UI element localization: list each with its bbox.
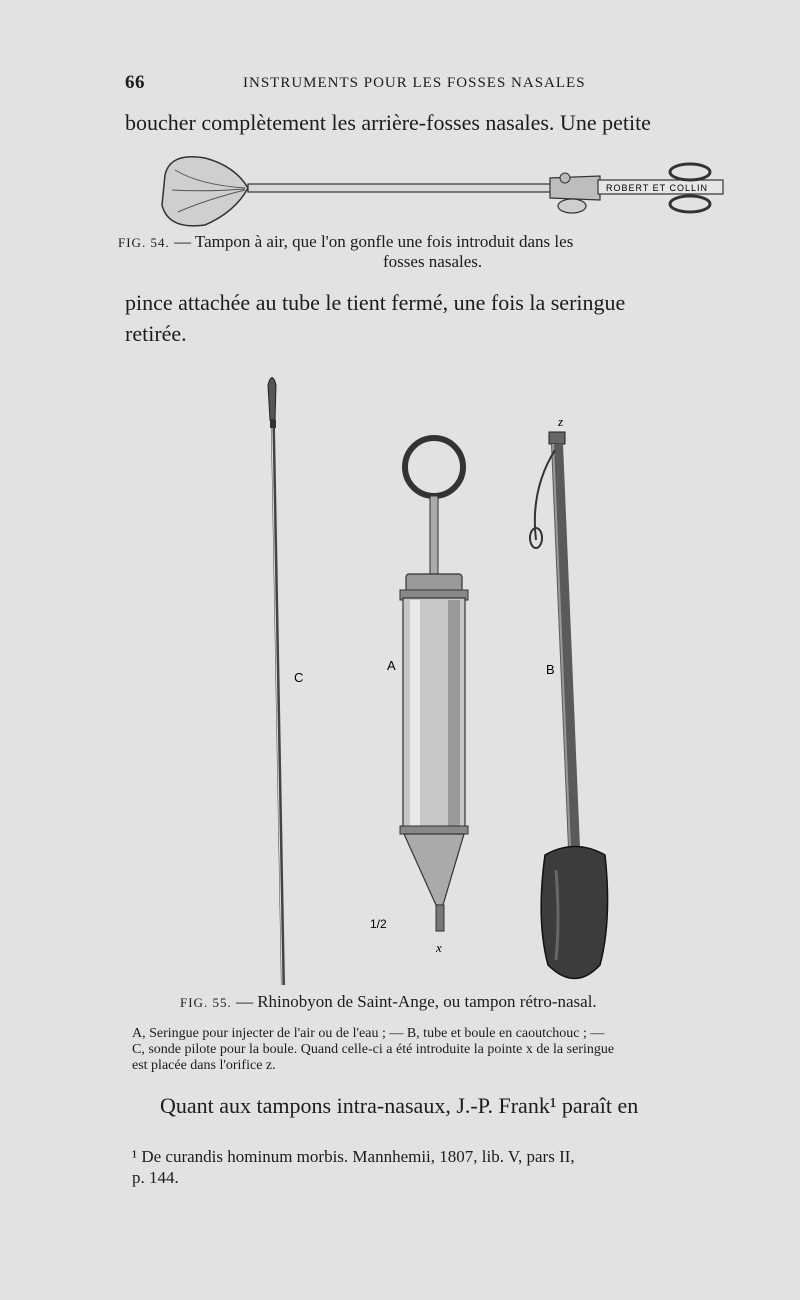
fig55-label: FIG. 55. xyxy=(180,995,232,1010)
fig54-caption-text-1: — Tampon à air, que l'on gonfle une fois introduit dans les xyxy=(173,232,574,251)
maker-stamp: ROBERT ET COLLIN xyxy=(606,183,709,193)
label-z: z xyxy=(558,414,564,429)
page-number: 66 xyxy=(125,72,145,93)
fig54-tampon-illustration xyxy=(162,157,723,226)
fig55-syringe-a xyxy=(400,438,468,931)
label-b: B xyxy=(546,662,555,677)
fig55-tube-ball-b xyxy=(530,432,608,979)
fig54-caption xyxy=(118,232,778,252)
fig55-caption-text: — Rhinobyon de Saint-Ange, ou tampon rétro-nasal. xyxy=(235,992,597,1011)
scale-label: 1/2 xyxy=(370,917,387,931)
body-line-3: retirée. xyxy=(125,321,187,346)
running-title: INSTRUMENTS POUR LES FOSSES NASALES xyxy=(243,75,586,91)
fig55-legend-1: A, Seringue pour injecter de l'air ou de l'eau ; — B, tube et boule en caoutchouc ; — xyxy=(132,1026,605,1041)
fig55-legend-2: C, sonde pilote pour la boule. Quand celle-ci a été introduite la pointe x de la seringue xyxy=(132,1042,615,1057)
label-x: x xyxy=(436,940,442,955)
label-a: A xyxy=(387,658,396,673)
label-c: C xyxy=(294,670,304,685)
fig55-probe-c xyxy=(268,378,283,986)
footnote-line-1: ¹ De curandis hominum morbis. Mannhemii, 1807, lib. V, pars II, xyxy=(132,1147,575,1166)
fig54-label: FIG. 54. xyxy=(118,235,170,250)
fig54-caption-text-2: fosses nasales. xyxy=(383,252,483,271)
footnote-line-2: p. 144. xyxy=(132,1168,179,1187)
body-line-1: boucher complètement les arrière-fosses nasales. Une petite xyxy=(125,110,651,135)
fig55-legend-3: est placée dans l'orifice z. xyxy=(132,1058,276,1073)
body-line-2: pince attachée au tube le tient fermé, une fois la seringue xyxy=(125,290,626,315)
fig55-caption xyxy=(180,992,800,1012)
body-line-4: Quant aux tampons intra-nasaux, J.-P. Frank¹ paraît en xyxy=(160,1093,639,1118)
